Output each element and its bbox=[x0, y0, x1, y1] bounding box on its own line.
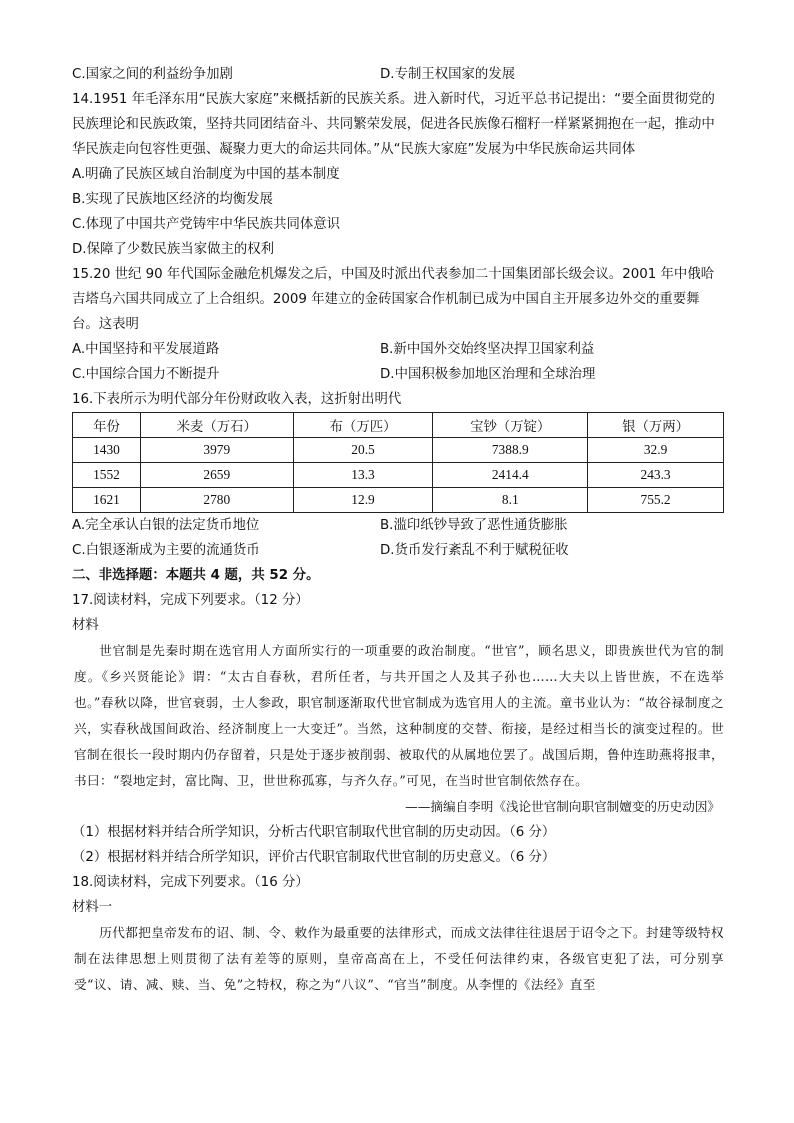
q16-option-c: C.白银逐渐成为主要的流通货币 bbox=[72, 543, 260, 558]
q18-stem: 18.阅读材料，完成下列要求。（16 分） bbox=[72, 875, 309, 890]
q14-option-d: D.保障了少数民族当家做主的权利 bbox=[72, 242, 275, 257]
q17-material: 世官制是先秦时期在选官用人方面所实行的一项重要的政治制度。“世官”，顾名思义，即贵族世代为官的制度。《乡兴贤能论》谓：“太古自春秋，君所任者，与共开国之人及其子孙也……大夫以上皆世族，不在选举也。”春秋以降，世官衰弱，士人参政，职官制逐渐取代世官制成为选官用人的主流。童书业认为：“故谷禄制度之兴，实春秋战国间政治、经济制度上一大变迁”。当然，这种制度的交替、衔接，是经过相当长的演变过程的。世官制在很长一段时期内仍存留着，只是处于逐步被削弱、被取代的从属地位罢了。战国后期，鲁仲连助燕将报聿，书曰：“裂地定封，富比陶、卫，世世称孤寡，与齐久存。”可见，在当时世官制依然存在。 bbox=[74, 643, 724, 788]
q14-option-c: C.体现了中国共产党铸牢中华民族共同体意识 bbox=[72, 217, 341, 232]
exam-page bbox=[72, 62, 724, 998]
q14-option-a: A.明确了民族区域自治制度为中国的基本制度 bbox=[72, 167, 340, 182]
table-cell: 12.9 bbox=[293, 488, 433, 513]
option-c: C.国家之间的利益纷争加剧 bbox=[72, 67, 233, 82]
table-header: 宝钞（万锭） bbox=[433, 413, 588, 438]
table-header: 米麦（万石） bbox=[140, 413, 293, 438]
q16-stem: 16.下表所示为明代部分年份财政收入表，这折射出明代 bbox=[72, 392, 402, 407]
table-cell: 13.3 bbox=[293, 463, 433, 488]
table-row bbox=[73, 463, 724, 488]
table-cell: 7388.9 bbox=[433, 438, 588, 463]
finance-table bbox=[72, 412, 724, 513]
q17-sub1: （1）根据材料并结合所学知识，分析古代职官制取代世官制的历史动因。（6 分） bbox=[72, 825, 556, 840]
table-cell: 3979 bbox=[140, 438, 293, 463]
q16-option-d: D.货币发行紊乱不利于赋税征收 bbox=[380, 543, 569, 558]
q15-stem: 15.20 世纪 90 年代国际金融危机爆发之后，中国及时派出代表参加二十国集团部长级会议。2001 年中俄哈吉塔乌六国共同成立了上合组织。2009 年建立的金砖国家合作机制已成为中国自主开展多边外交的重要舞台。这表明 bbox=[72, 267, 715, 332]
table-cell: 1552 bbox=[73, 463, 141, 488]
table-cell: 2780 bbox=[140, 488, 293, 513]
q15-option-b: B.新中国外交始终坚决捍卫国家利益 bbox=[380, 342, 595, 357]
q17-material-label: 材料 bbox=[72, 618, 99, 633]
table-header: 年份 bbox=[73, 413, 141, 438]
table-cell: 243.3 bbox=[588, 463, 724, 488]
option-d: D.专制王权国家的发展 bbox=[380, 67, 516, 82]
q15-options-cd bbox=[72, 362, 724, 387]
q15-options-ab bbox=[72, 337, 724, 362]
q17-sub2: （2）根据材料并结合所学知识，评价古代职官制取代世官制的历史意义。（6 分） bbox=[72, 850, 556, 865]
q14-option-b: B.实现了民族地区经济的均衡发展 bbox=[72, 192, 273, 207]
table-cell: 2659 bbox=[140, 463, 293, 488]
q16-options-ab bbox=[72, 513, 724, 538]
q17-stem: 17.阅读材料，完成下列要求。（12 分） bbox=[72, 593, 309, 608]
q16-option-a: A.完全承认白银的法定货币地位 bbox=[72, 518, 260, 533]
q18-material-label: 材料一 bbox=[72, 900, 113, 915]
table-cell: 1621 bbox=[73, 488, 141, 513]
table-header: 银（万两） bbox=[588, 413, 724, 438]
table-row bbox=[73, 438, 724, 463]
table-cell: 2414.4 bbox=[433, 463, 588, 488]
q14-stem: 14.1951 年毛泽东用“民族大家庭”来概括新的民族关系。进入新时代，习近平总书记提出：“要全面贯彻党的民族理论和民族政策，坚持共同团结奋斗、共同繁荣发展，促进各民族像石榴籽一样紧紧拥抱在一起，推动中华民族走向包容性更强、凝聚力更大的命运共同体。”从“民族大家庭”发展为中华民族命运共同体 bbox=[72, 92, 715, 157]
table-cell: 1430 bbox=[73, 438, 141, 463]
table-header: 布（万匹） bbox=[293, 413, 433, 438]
q16-options-cd bbox=[72, 538, 724, 563]
table-header-row bbox=[73, 413, 724, 438]
q17-source: ——摘编自李明《浅论世官制向职官制嬗变的历史动因》 bbox=[405, 799, 720, 814]
section-title: 二、非选择题：本题共 4 题，共 52 分。 bbox=[72, 568, 320, 583]
q15-option-a: A.中国坚持和平发展道路 bbox=[72, 342, 220, 357]
table-cell: 755.2 bbox=[588, 488, 724, 513]
table-row bbox=[73, 488, 724, 513]
table-cell: 32.9 bbox=[588, 438, 724, 463]
table-cell: 8.1 bbox=[433, 488, 588, 513]
q16-option-b: B.滥印纸钞导致了恶性通货膨胀 bbox=[380, 518, 568, 533]
q13-options-cd bbox=[72, 62, 724, 87]
table-cell: 20.5 bbox=[293, 438, 433, 463]
q15-option-c: C.中国综合国力不断提升 bbox=[72, 367, 220, 382]
q18-material: 历代都把皇帝发布的诏、制、令、敕作为最重要的法律形式，而成文法律往往退居于诏令之下。封建等级特权制在法律思想上则贯彻了法有差等的原则，皇帝高高在上，不受任何法律约束，各级官吏犯了法，可分别享受“议、请、减、赎、当、免”之特权，称之为“八议”、“官当”制度。从李悝的《法经》直至 bbox=[74, 925, 724, 992]
q15-option-d: D.中国积极参加地区治理和全球治理 bbox=[380, 367, 596, 382]
